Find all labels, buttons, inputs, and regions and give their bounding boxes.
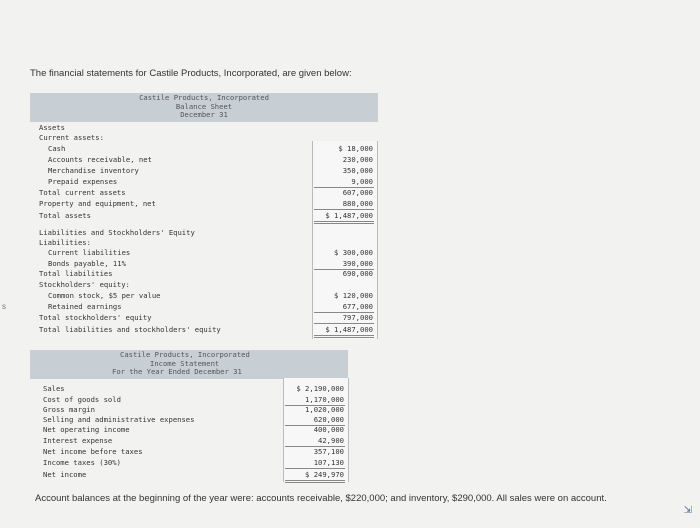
outro-text: Account balances at the beginning of the year were: accounts receivable, $220,000; and inventory, $290,000. All sales were on account.	[35, 493, 607, 504]
income-statement-row-value: $ 249,970	[305, 470, 344, 479]
balance-sheet-row-value: 690,000	[342, 269, 373, 278]
balance-sheet-row-label: Total assets	[39, 211, 91, 220]
income-statement-title: Income Statement	[150, 358, 220, 368]
income-statement-row-label: Gross margin	[43, 405, 95, 414]
balance-sheet-row-label: Assets	[39, 123, 65, 132]
income-statement-row-label: Sales	[43, 384, 65, 393]
balance-sheet-row-label: Bonds payable, 11%	[48, 259, 126, 268]
balance-sheet-row-label: Accounts receivable, net	[48, 155, 152, 164]
balance-sheet-row-value: $ 120,000	[334, 291, 373, 300]
balance-sheet-row-label: Current assets:	[39, 133, 104, 142]
balance-sheet-underline	[314, 335, 374, 338]
balance-sheet-row-label: Retained earnings	[48, 302, 122, 311]
balance-sheet-row-label: Current liabilities	[48, 248, 131, 257]
income-statement-underline	[285, 480, 345, 483]
balance-sheet-row-label: Liabilities and Stockholders' Equity	[39, 228, 195, 237]
income-statement-row-value: 42,900	[318, 436, 344, 445]
income-statement-row-label: Net operating income	[43, 425, 130, 434]
balance-sheet-header	[30, 93, 378, 122]
balance-sheet-underline	[314, 209, 374, 210]
balance-sheet-row-value: 9,000	[351, 177, 373, 186]
balance-sheet-row-label: Common stock, $5 per value	[48, 291, 161, 300]
income-statement-underline	[285, 468, 345, 469]
balance-sheet-company: Castile Products, Incorporated	[139, 93, 269, 102]
income-statement-company: Castile Products, Incorporated	[120, 350, 250, 359]
balance-sheet-row-label: Cash	[48, 144, 66, 153]
balance-sheet-row-value: $ 18,000	[338, 144, 373, 153]
balance-sheet-row-value: $ 1,487,000	[325, 211, 373, 220]
balance-sheet-row-label: Merchandise inventory	[48, 166, 139, 175]
balance-sheet-row-value: 230,000	[342, 155, 373, 164]
balance-sheet-row-label: Prepaid expenses	[48, 177, 118, 186]
balance-sheet-underline	[314, 323, 374, 324]
balance-sheet-row-value: $ 1,487,000	[325, 325, 373, 334]
balance-sheet-row-label: Total liabilities and stockholders' equity	[39, 325, 221, 334]
income-statement-row-label: Income taxes (30%)	[43, 458, 121, 467]
balance-sheet-row-value: 880,000	[342, 199, 373, 208]
balance-sheet-row-value: 677,000	[342, 302, 373, 311]
balance-sheet-row-label: Total stockholders' equity	[39, 313, 152, 322]
balance-sheet-row-value: 607,000	[342, 188, 373, 197]
income-statement-row-value: 400,000	[313, 425, 344, 434]
income-statement-row-value: 620,000	[313, 415, 344, 424]
balance-sheet-date: December 31	[180, 110, 228, 119]
income-statement-row-value: $ 2,190,000	[296, 384, 344, 393]
balance-sheet-underline	[314, 221, 374, 224]
balance-sheet-row-label: Property and equipment, net	[39, 199, 156, 208]
income-statement-row-label: Net income	[43, 470, 87, 479]
intro-text: The financial statements for Castile Products, Incorporated, are given below:	[30, 68, 352, 79]
income-statement-row-label: Cost of goods sold	[43, 395, 121, 404]
income-statement-header	[30, 350, 348, 379]
balance-sheet-row-label: Total current assets	[39, 188, 126, 197]
income-statement-row-value: 1,170,000	[305, 395, 344, 404]
balance-sheet-row-value: 350,000	[342, 166, 373, 175]
income-statement-row-label: Net income before taxes	[43, 447, 143, 456]
margin-mark: s	[2, 302, 6, 311]
balance-sheet-title: Balance Sheet	[175, 101, 233, 111]
balance-sheet-row-label: Liabilities:	[39, 238, 91, 247]
balance-sheet-row-label: Stockholders' equity:	[39, 280, 130, 289]
cursor-icon: ⇲	[683, 505, 692, 516]
income-statement-row-value: 1,020,000	[305, 405, 344, 414]
balance-sheet-row-value: 390,000	[342, 259, 373, 268]
balance-sheet-row-value: $ 300,000	[334, 248, 373, 257]
income-statement-row-label: Interest expense	[43, 436, 113, 445]
income-statement-row-value: 357,100	[313, 447, 344, 456]
balance-sheet-row-label: Total liabilities	[39, 269, 113, 278]
income-statement-row-value: 107,130	[313, 458, 344, 467]
income-statement-row-label: Selling and administrative expenses	[43, 415, 195, 424]
income-statement-period: For the Year Ended December 31	[112, 367, 242, 376]
balance-sheet-row-value: 797,000	[342, 313, 373, 322]
